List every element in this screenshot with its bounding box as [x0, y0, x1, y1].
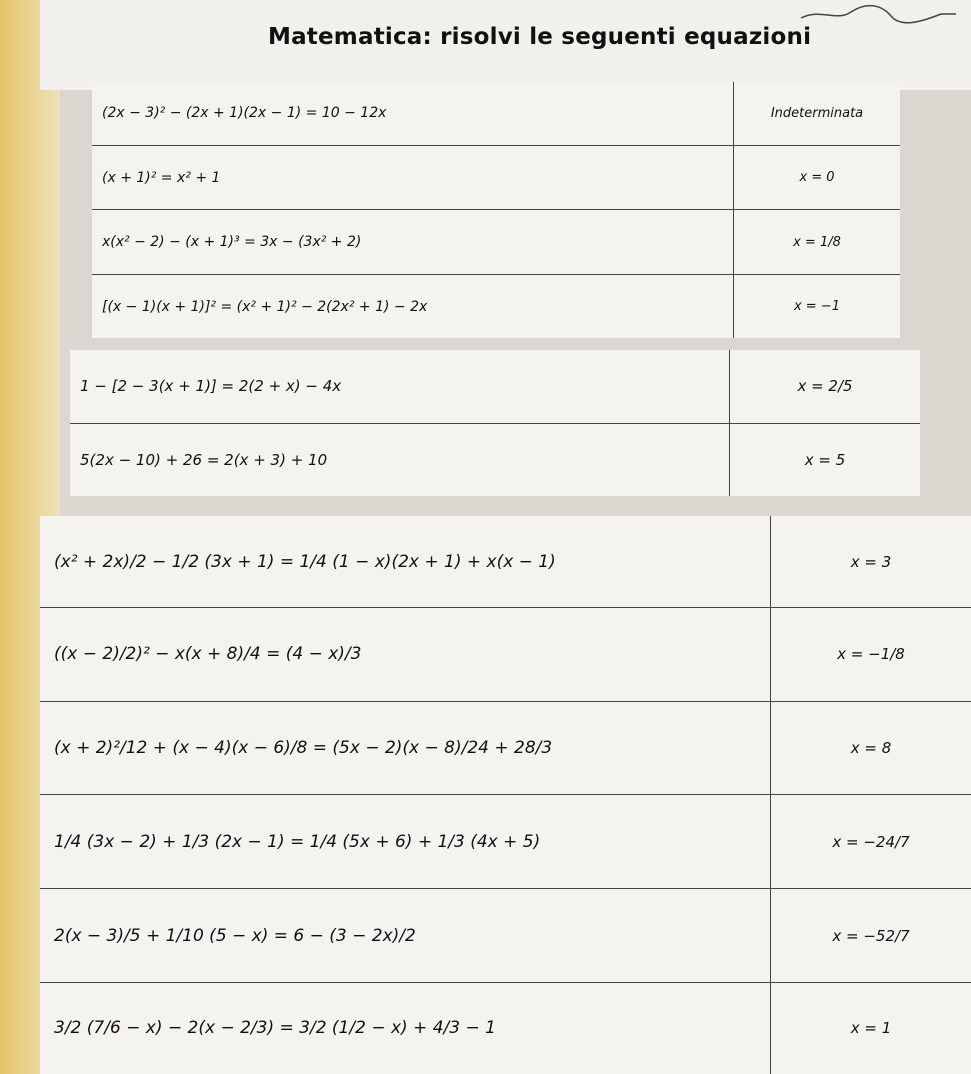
equations-table-1: [92, 82, 900, 338]
equation-cell: (2x − 3)² − (2x + 1)(2x − 1) = 10 − 12x: [92, 82, 734, 145]
equation-cell: 2(x − 3)/5 + 1/10 (5 − x) = 6 − (3 − 2x)/2: [40, 889, 771, 983]
solution-cell: x = 2/5: [730, 350, 921, 423]
table-row: [92, 82, 900, 145]
equation-cell: 1/4 (3x − 2) + 1/3 (2x − 1) = 1/4 (5x + 6) + 1/3 (4x + 5): [40, 795, 771, 889]
equations-table-3: [40, 516, 971, 1074]
equation-cell: x(x² − 2) − (x + 1)³ = 3x − (3x² + 2): [92, 210, 734, 275]
equation-cell: [(x − 1)(x + 1)]² = (x² + 1)² − 2(2x² + 1) − 2x: [102, 298, 428, 315]
table-row: [92, 145, 900, 210]
solution-cell: x = 5: [730, 423, 921, 496]
equation-cell: (x + 2)²/12 + (x − 4)(x − 6)/8 = (5x − 2)(x − 8)/24 + 28/3: [40, 701, 771, 795]
equation-cell: (x² + 2x)/2 − 1/2 (3x + 1) = 1/4 (1 − x)(2x + 1) + x(x − 1): [40, 516, 771, 608]
page-title: Matematica: risolvi le seguenti equazioni: [268, 24, 812, 50]
solution-cell: x = 1/8: [734, 210, 901, 275]
table-row: [40, 982, 971, 1074]
table-row: [70, 350, 920, 423]
equations-table-2: [70, 350, 920, 496]
equation-cell: 1 − [2 − 3(x + 1)] = 2(2 + x) − 4x: [70, 350, 730, 423]
equation-cell: ((x − 2)/2)² − x(x + 8)/4 = (4 − x)/3: [40, 608, 771, 702]
solution-cell: x = −1: [734, 275, 901, 338]
equation-cell: 3/2 (7/6 − x) − 2(x − 2/3) = 3/2 (1/2 − x) + 4/3 − 1: [54, 1018, 496, 1039]
table-row: [40, 889, 971, 983]
solution-cell: x = −24/7: [771, 795, 971, 889]
solution-cell: x = −52/7: [771, 889, 971, 983]
solution-cell: x = 8: [771, 701, 971, 795]
equation-cell: 5(2x − 10) + 26 = 2(x + 3) + 10: [80, 450, 328, 469]
table-row: [92, 210, 900, 275]
table-row: [92, 275, 900, 338]
solution-cell: x = 3: [771, 516, 971, 608]
table-row: [40, 701, 971, 795]
table-row: [40, 608, 971, 702]
solution-cell: Indeterminata: [734, 82, 901, 145]
solution-cell: x = 1: [771, 982, 971, 1074]
worksheet-header: [40, 0, 971, 90]
equation-cell: (x + 1)² = x² + 1: [92, 145, 734, 210]
solution-cell: x = 0: [734, 145, 901, 210]
table-row: [40, 795, 971, 889]
table-row: [40, 516, 971, 608]
table-row: [70, 423, 920, 496]
pen-scribble-icon: [791, 0, 961, 30]
solution-cell: x = −1/8: [771, 608, 971, 702]
